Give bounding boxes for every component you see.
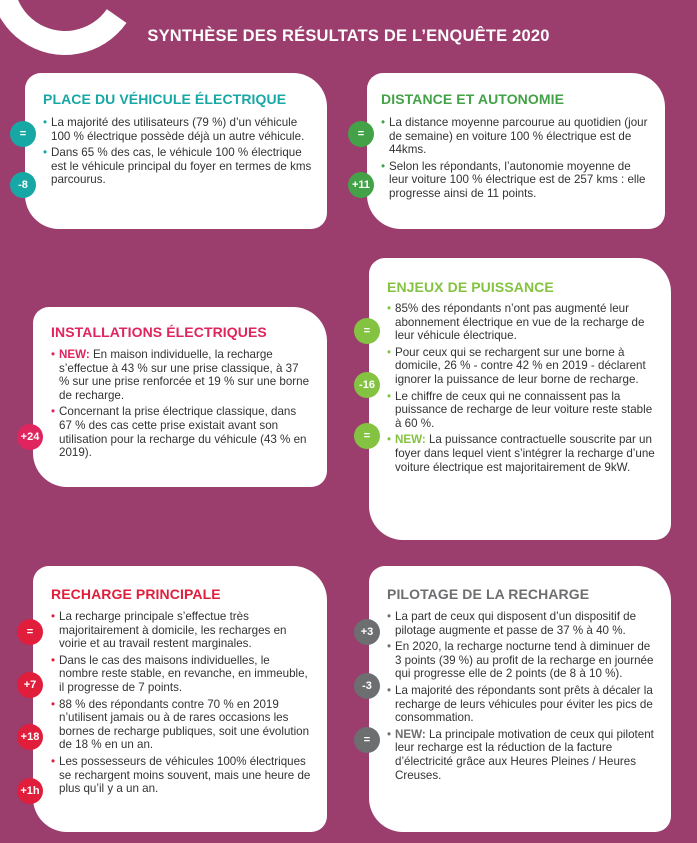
card-title-distance: DISTANCE ET AUTONOMIE (381, 91, 565, 107)
bullets-place (43, 116, 313, 190)
list-item: • 85% des répondants n’ont pas augmenté leur abonnement électrique en vue de la recharge de leur véhicule électrique. (387, 302, 659, 343)
badge-place-0: = (10, 121, 36, 147)
list-item: • Les possesseurs de véhicules 100% électriques se rechargent moins souvent, mais une heure de plus qu’il y a un an. (51, 755, 311, 796)
list-item: • Concernant la prise électrique classique, dans 67 % des cas cette prise existait avant son utilisation pour la recharge du véhicule (43 % en 2019). (51, 405, 311, 459)
badge-enjeux-1: -16 (354, 372, 380, 398)
list-item: • En 2020, la recharge nocturne tend à diminuer de 3 points (39 %) au profit de la recharge en journée qui progresse elle de 2 points (de 8 à 10 %). (387, 640, 659, 681)
badge-distance-0: = (348, 121, 374, 147)
badge-pilotage-2: = (354, 727, 380, 753)
badge-recharge-1: +7 (17, 672, 43, 698)
bullets-pilotage (387, 610, 659, 785)
list-item: • Dans 65 % des cas, le véhicule 100 % électrique est le véhicule principal du foyer en termes de kms parcourus. (43, 146, 313, 187)
badge-pilotage-1: -3 (354, 673, 380, 699)
badge-installations-0: +24 (17, 424, 43, 450)
list-item: • La part de ceux qui disposent d’un dispositif de pilotage augmente et passe de 37 % à 40 %. (387, 610, 659, 637)
list-item: • La majorité des répondants sont prêts à décaler la recharge de leurs véhicules pour éviter les pics de consommation. (387, 684, 659, 725)
badge-enjeux-0: = (354, 318, 380, 344)
badge-enjeux-2: = (354, 423, 380, 449)
card-title-pilotage: PILOTAGE DE LA RECHARGE (387, 586, 590, 602)
badge-recharge-2: +18 (17, 724, 43, 750)
card-title-installations: INSTALLATIONS ÉLECTRIQUES (51, 324, 267, 340)
badge-distance-1: +11 (348, 172, 374, 198)
bullets-enjeux (387, 302, 659, 477)
list-item: • NEW: La puissance contractuelle souscrite par un foyer dans lequel vient s’intégrer la recharge d’une voiture électrique est majoritairement de 9kW. (387, 433, 659, 474)
bullets-installations (51, 348, 311, 463)
list-item: • Pour ceux qui se rechargent sur une borne à domicile, 26 % - contre 42 % en 2019 - déclarent ignorer la puissance de leur borne de recharge. (387, 346, 659, 387)
list-item: • 88 % des répondants contre 70 % en 2019 n’utilisent jamais ou à de rares occasions les bornes de recharge publiques, soit une évolution de 18 % en un an. (51, 698, 311, 752)
list-item: • NEW: En maison individuelle, la recharge s’effectue à 43 % sur une prise classique, à 37 % sur une prise renforcée et 19 % sur une borne de recharge. (51, 348, 311, 402)
card-title-place: PLACE DU VÉHICULE ÉLECTRIQUE (43, 91, 287, 107)
page-title: SYNTHÈSE DES RÉSULTATS DE L’ENQUÊTE 2020 (147, 27, 550, 45)
card-title-recharge: RECHARGE PRINCIPALE (51, 586, 221, 602)
card-title-enjeux: ENJEUX DE PUISSANCE (387, 279, 554, 295)
badge-pilotage-0: +3 (354, 619, 380, 645)
list-item: • Dans le cas des maisons individuelles, le nombre reste stable, en revanche, en immeuble, il progresse de 7 points. (51, 654, 311, 695)
list-item: • Selon les répondants, l’autonomie moyenne de leur voiture 100 % électrique est de 257 kms : elle progresse ainsi de 11 points. (381, 160, 653, 201)
bullets-distance (381, 116, 653, 204)
list-item: • La distance moyenne parcourue au quotidien (jour de semaine) en voiture 100 % électrique est de 44kms. (381, 116, 653, 157)
list-item: • Le chiffre de ceux qui ne connaissent pas la puissance de recharge de leur voiture reste stable à 60 %. (387, 390, 659, 431)
list-item: • La recharge principale s’effectue très majoritairement à domicile, les recharges en voirie et au travail restent marginales. (51, 610, 311, 651)
badge-recharge-0: = (17, 619, 43, 645)
list-item: • NEW: La principale motivation de ceux qui pilotent leur recharge est la réduction de la facture d’électricité grâce aux Heures Pleines / Heures Creuses. (387, 728, 659, 782)
badge-place-1: -8 (10, 172, 36, 198)
list-item: • La majorité des utilisateurs (79 %) d’un véhicule 100 % électrique possède déjà un autre véhicule. (43, 116, 313, 143)
badge-recharge-3: +1h (17, 778, 43, 804)
bullets-recharge (51, 610, 311, 799)
